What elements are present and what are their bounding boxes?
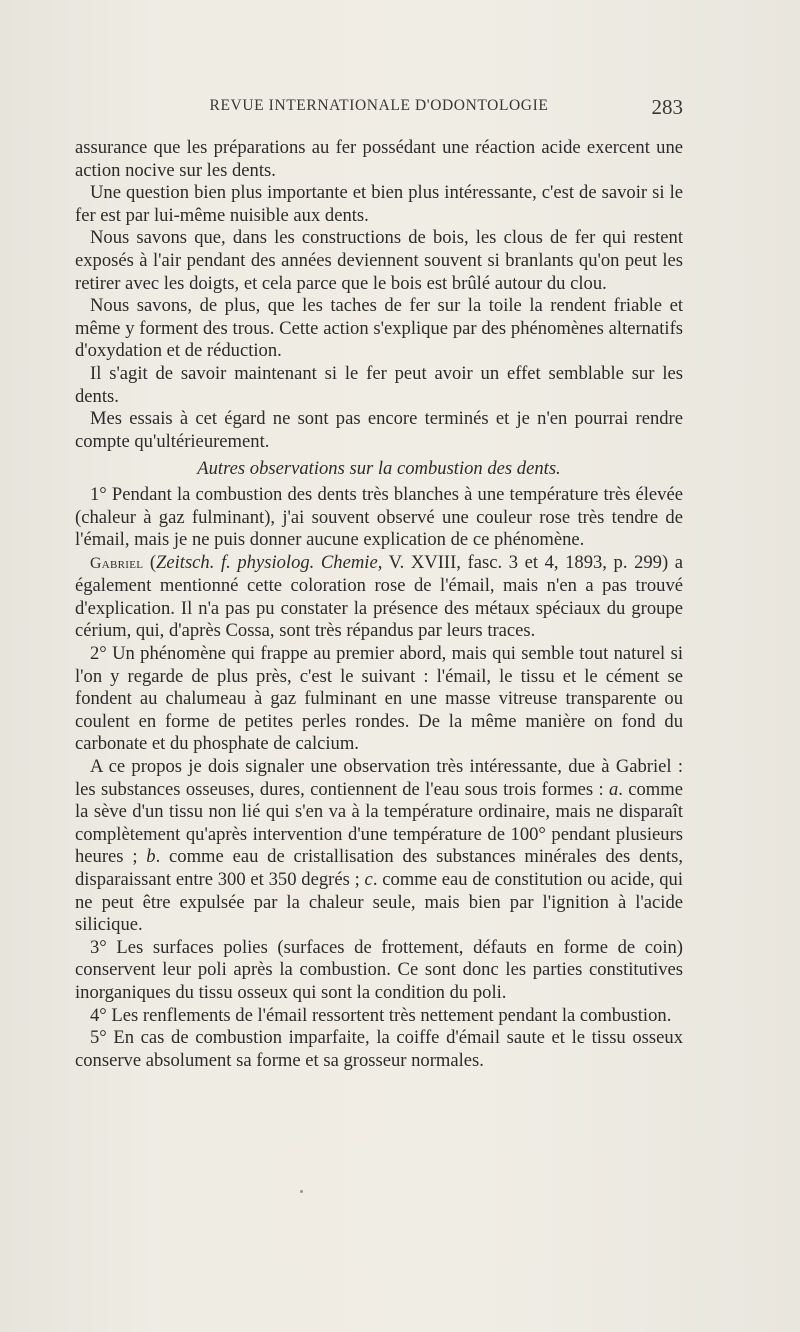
page-header [75, 97, 683, 127]
paragraph-10 [75, 756, 683, 937]
list-letter-b: b [146, 846, 156, 868]
paragraph-4: Nous savons, de plus, que les taches de fer sur la toile la rendent friable et même y forment des trous. Cette action s'explique par des phénomènes alternatifs d'oxydation et de réduction. [75, 295, 683, 362]
paragraph-12: 4° Les renflements de l'émail ressortent très nettement pendant la combustion. [90, 1004, 672, 1026]
paragraph-10-part-c: . comme eau de cristallisation des substances minérales des dents, disparaissant entre 300 et 350 degrés ; [75, 846, 683, 890]
print-speck [300, 1190, 303, 1193]
paragraph-13: 5° En cas de combustion imparfaite, la coiffe d'émail saute et le tissu osseux conserve absolument sa forme et sa grosseur normales. [75, 1027, 683, 1071]
paragraph-6: Mes essais à cet égard ne sont pas encore terminés et je n'en pourrai rendre compte qu'ultérieurement. [75, 408, 683, 452]
section-subheading: Autres observations sur la combustion des dents. [197, 458, 561, 480]
journal-citation: Zeitsch. f. physiolog. Chemie [156, 551, 378, 573]
list-letter-a: a [608, 778, 619, 800]
paragraph-10-part-d: . comme eau de constitution ou acide, qui ne peut être expulsée par la chaleur seule, mais bien par l'ignition à l'acide silicique. [75, 869, 684, 936]
citation-open: ( [143, 551, 157, 573]
page-number: 283 [651, 95, 683, 119]
paragraph-11: 3° Les surfaces polies (surfaces de frottement, défauts en forme de coin) conservent leur poli après la combustion. Ce sont donc les parties constitutives inorganiques du tissu osseux qui sont la condition du poli. [75, 936, 683, 1003]
paragraph-7: 1° Pendant la combustion des dents très blanches à une température très élevée (chaleur à gaz fulminant), j'ai souvent observé une couleur rose très tendre de l'émail, mais je ne puis donner aucune explication de ce phénomène. [75, 483, 683, 551]
paragraph-10-part-b: . comme la sève d'un tissu non lié qui s'en va à la température ordinaire, mais ne disparaît complètement qu'après intervention d'une température de 100° pendant plusieurs heures ; [75, 778, 683, 868]
paragraph-2: Une question bien plus importante et bien plus intéressante, c'est de savoir si le fer est par lui-même nuisible aux dents. [75, 182, 683, 226]
body-text [75, 137, 683, 1072]
paragraph-8 [75, 552, 683, 643]
paragraph-3: Nous savons que, dans les constructions de bois, les clous de fer qui restent exposés à l'air pendant des années deviennent souvent si branlants qu'on peut les retirer avec les doigts, et cela parce que le bois est brûlé autour du clou. [75, 227, 683, 294]
paragraph-8-rest: , V. XVIII, fasc. 3 et 4, 1893, p. 299) a également mentionné cette coloration rose de l'émail, mais n'en a pas trouvé d'explication. Il n'a pas pu constater la présence des métaux spéciaux du groupe cérium, qui, d'après Cossa, sont très répandus par leurs traces. [75, 551, 683, 642]
list-letter-c: c [364, 869, 373, 890]
paragraph-5: Il s'agit de savoir maintenant si le fer peut avoir un effet semblable sur les dents. [75, 362, 683, 407]
author-name: Gabriel [90, 554, 144, 572]
running-head: REVUE INTERNATIONALE D'ODONTOLOGIE [209, 97, 549, 114]
paragraph-10-part-a: A ce propos je dois signaler une observation très intéressante, due à Gabriel : les substances osseuses, dures, contiennent de l'eau sous trois formes : [75, 756, 683, 800]
paragraph-9: 2° Un phénomène qui frappe au premier abord, mais qui semble tout naturel si l'on y regarde de plus près, c'est le suivant : l'émail, le tissu et le cément se fondent au chalumeau à gaz fulminant en une masse vitreuse transparente ou coulent en forme de petites perles rondes. De la même manière on fond du carbonate et du phosphate de calcium. [75, 643, 683, 755]
paragraph-1: assurance que les préparations au fer possédant une réaction acide exercent une action nocive sur les dents. [75, 137, 683, 181]
